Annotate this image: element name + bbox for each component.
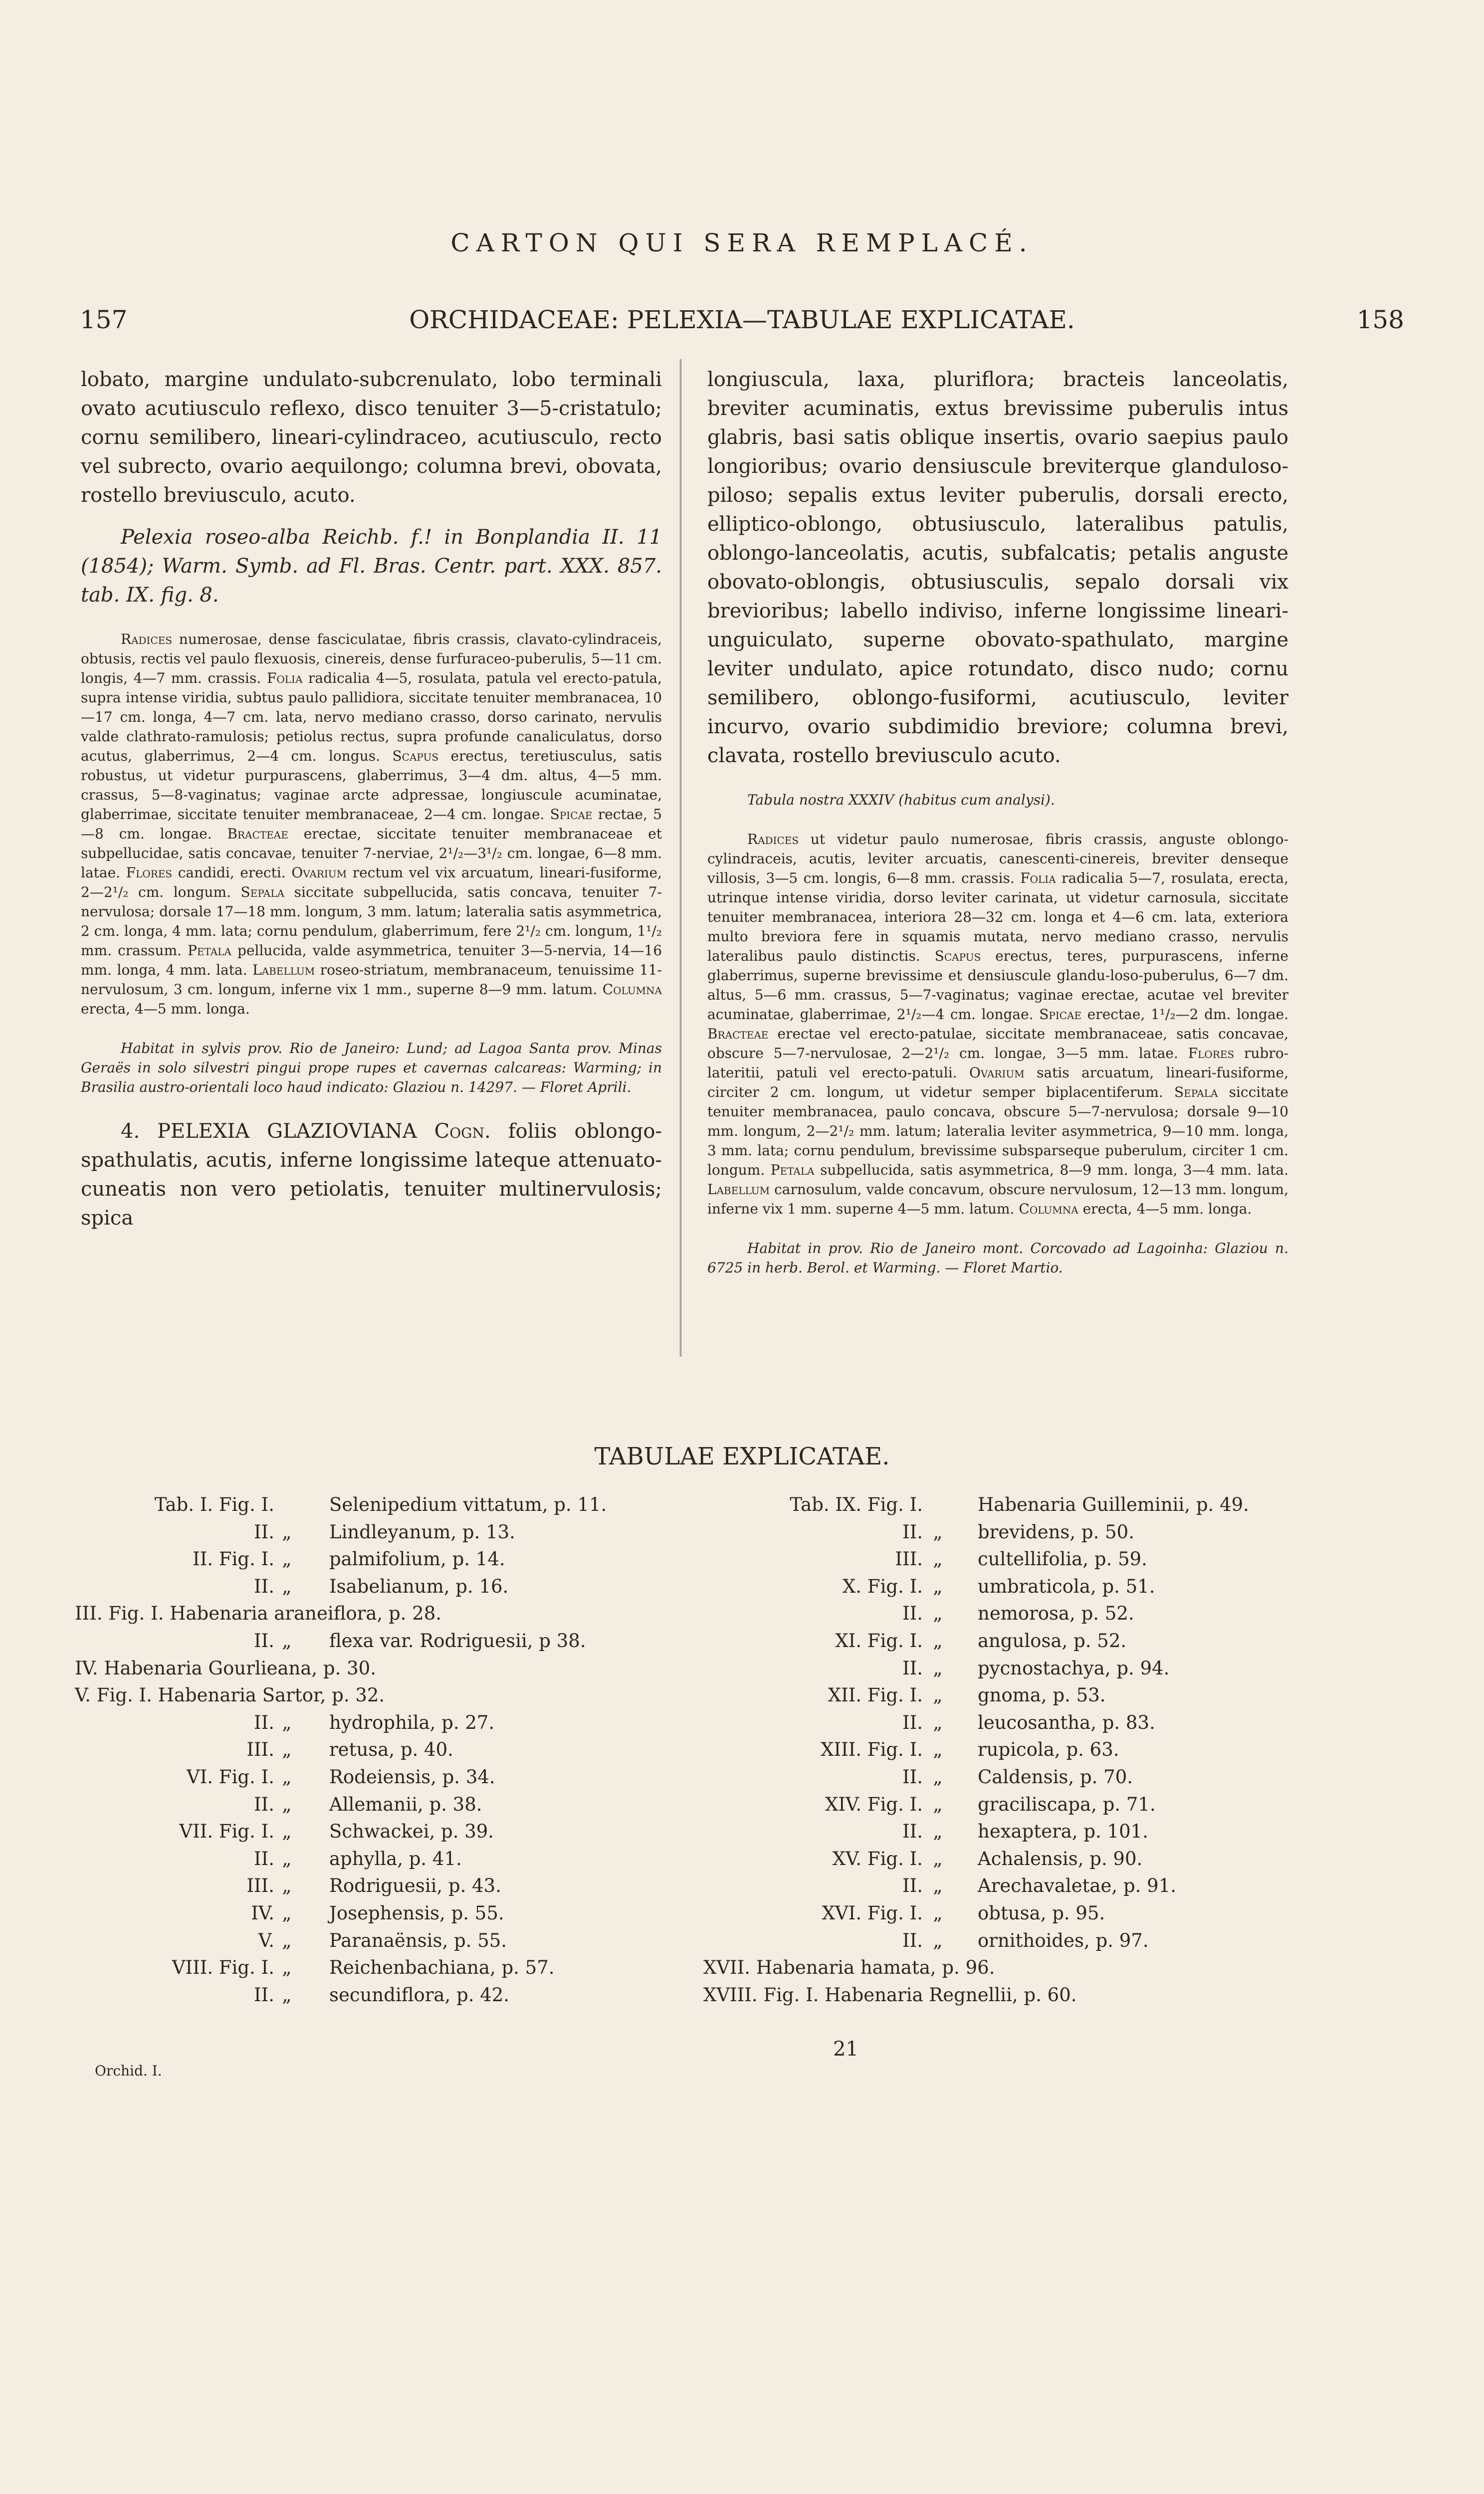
plate-entry	[703, 1736, 1352, 1764]
ditto-mark: „	[282, 1630, 292, 1652]
running-title: ORCHIDACEAE: PELEXIA—TABULAE EXPLICATAE.	[409, 305, 1075, 334]
ditto-mark: „	[282, 1793, 292, 1815]
ditto-mark: „	[933, 1739, 943, 1761]
ditto-mark: „	[933, 1793, 943, 1815]
ditto-mark: „	[933, 1848, 943, 1870]
right-page-number: 158	[1356, 305, 1404, 334]
plate-entry	[75, 1600, 683, 1628]
plate-entry	[703, 1900, 1352, 1927]
plate-entry-text: IV. Habenaria Gourlieana, p. 30.	[75, 1657, 376, 1679]
plate-entry	[75, 1491, 683, 1519]
plate-label: II.	[254, 1711, 274, 1733]
plate-species: Josephensis, p. 55.	[329, 1902, 504, 1924]
plate-label: II.	[254, 1984, 274, 2006]
page-notice: CARTON QUI SERA REMPLACÉ.	[450, 228, 1034, 257]
plate-entry	[75, 1655, 683, 1682]
plate-list-left	[75, 1491, 683, 2009]
plate-entry	[703, 1573, 1352, 1601]
footer-signature: Orchid. I.	[95, 2063, 162, 2079]
plate-label: II.	[254, 1630, 274, 1652]
plate-species: graciliscapa, p. 71.	[978, 1793, 1156, 1815]
species-heading: 4. PELEXIA GLAZIOVIANA Cogn. foliis oblongo-spathulatis, acutis, inferne longissime lateque attenuato-cuneatis non vero petiolatis, tenuiter multinervulosis; spica	[81, 1120, 662, 1230]
plate-label: II.	[902, 1711, 923, 1733]
plate-entry	[703, 1846, 1352, 1873]
plate-entry	[75, 1764, 683, 1791]
ditto-mark: „	[933, 1521, 943, 1543]
ditto-mark: „	[282, 1766, 292, 1788]
plate-entry	[75, 1736, 683, 1764]
plate-entry	[75, 1628, 683, 1655]
plate-species: flexa var. Rodriguesii, p 38.	[329, 1630, 586, 1652]
plate-label: XVI. Fig. I.	[822, 1902, 923, 1924]
plate-entry	[703, 1628, 1352, 1655]
plate-species: nemorosa, p. 52.	[978, 1603, 1134, 1625]
plate-entry	[75, 1546, 683, 1573]
plate-label: Tab. IX. Fig. I.	[790, 1494, 923, 1515]
right-column	[707, 365, 1288, 1277]
plate-entry	[75, 1954, 683, 1982]
ditto-mark: „	[933, 1657, 943, 1679]
plate-label: VII. Fig. I.	[179, 1821, 274, 1843]
plate-label: XIII. Fig. I.	[821, 1739, 923, 1761]
plate-entry	[703, 1872, 1352, 1900]
habitat: Habitat in sylvis prov. Rio de Janeiro: Lund; ad Lagoa Santa prov. Minas Geraës in solo silvestri pingui prope rupes et cavernas calcareas: Warming; in Brasilia austro-orientali loco haud indicato: Glaziou n. 14297. — Floret Aprili.	[81, 1040, 662, 1095]
plate-entry	[703, 1682, 1352, 1709]
plate-entry	[703, 1791, 1352, 1819]
ditto-mark: „	[282, 1739, 292, 1761]
plate-label: II.	[902, 1766, 923, 1788]
plate-species: leucosantha, p. 83.	[978, 1711, 1155, 1733]
diagnosis-continued: longiuscula, laxa, pluriflora; bracteis lanceolatis, breviter acuminatis, extus brevissime puberulis intus glabris, basi satis oblique insertis, ovario saepius paulo longioribus; ovario densiuscule breviterque glanduloso-piloso; sepalis extus leviter puberulis, dorsali erecto, elliptico-oblongo, obtusiusculo, lateralibus patulis, oblongo-lanceolatis, acutis, subfalcatis; petalis anguste obovato-oblongis, obtusiusculis, sepalo dorsali vix brevioribus; labello indiviso, inferne longissime lineari-unguiculato, superne obovato-spathulato, margine leviter undulato, apice rotundato, disco nudo; cornu semilibero, oblongo-fusiformi, acutiusculo, leviter incurvo, ovario subdimidio breviore; columna brevi, clavata, rostello breviusculo acuto.	[707, 368, 1288, 767]
habitat: Habitat in prov. Rio de Janeiro mont. Corcovado ad Lagoinha: Glaziou n. 6725 in herb. Berol. et Warming. — Floret Martio.	[707, 1240, 1288, 1276]
left-column	[81, 365, 662, 1233]
plate-label: III.	[895, 1548, 923, 1570]
plate-species: Rodeiensis, p. 34.	[329, 1766, 495, 1788]
plate-species: Achalensis, p. 90.	[978, 1848, 1143, 1870]
plate-entry-text: XVIII. Fig. I. Habenaria Regnellii, p. 60.	[703, 1984, 1077, 2006]
plate-entry	[703, 1927, 1352, 1955]
plate-entry-text: XVII. Habenaria hamata, p. 96.	[703, 1957, 995, 1979]
plate-label: II.	[254, 1793, 274, 1815]
plate-species: Habenaria Guilleminii, p. 49.	[978, 1494, 1249, 1515]
plate-label: VIII. Fig. I.	[172, 1957, 274, 1979]
plate-label: X. Fig. I.	[843, 1575, 923, 1597]
plate-label: II.	[902, 1821, 923, 1843]
plate-species: Lindleyanum, p. 13.	[329, 1521, 515, 1543]
plate-species: Caldensis, p. 70.	[978, 1766, 1133, 1788]
ditto-mark: „	[282, 1957, 292, 1979]
ditto-mark: „	[282, 1984, 292, 2006]
plate-label: II.	[254, 1521, 274, 1543]
plate-species: pycnostachya, p. 94.	[978, 1657, 1170, 1679]
ditto-mark: „	[282, 1711, 292, 1733]
plate-entry	[703, 1491, 1352, 1519]
description-end: lobato, margine undulato-subcrenulato, lobo terminali ovato acutiusculo reflexo, disco tenuiter 3—5-cristatulo; cornu semilibero, lineari-cylindraceo, acutiusculo, recto vel subrecto, ovario aequilongo; columna brevi, obovata, rostello breviusculo, acuto.	[81, 368, 662, 507]
plate-label: II.	[254, 1575, 274, 1597]
plate-label: XV. Fig. I.	[832, 1848, 923, 1870]
plate-species: cultellifolia, p. 59.	[978, 1548, 1147, 1570]
morphology-description: Radices ut videtur paulo numerosae, fibris crassis, anguste oblongo-cylindraceis, acutis, leviter arcuatis, canescenti-cinereis, breviter denseque villosis, 3—5 cm. longis, 6—8 mm. crassis. Folia radicalia 5—7, rosulata, erecta, utrinque intense viridia, dorso leviter carinata, ut videtur carnosula, siccitate tenuiter membranacea, interiora 28—32 cm. longa et 4—6 cm. lata, exteriora multo breviora fere in squamis mutata, nervo mediano crasso, nervulis lateralibus paulo distinctis. Scapus erectus, teres, purpurascens, inferne glaberrimus, superne brevissime et densiuscule glandu-loso-puberulus, 6—7 dm. altus, 5—6 mm. crassus, 5—7-vaginatus; vaginae erectae, acutae vel breviter acuminatae, glaberrimae, 2¹/₂—4 cm. longae. Spicae erectae, 1¹/₂—2 dm. longae. Bracteae erectae vel erecto-patulae, siccitate membranaceae, satis concavae, obscure 5—7-nervulosae, 2—2¹/₂ cm. longae, 3—5 mm. latae. Flores rubro-lateritii, patuli vel erecto-patuli. Ovarium satis arcuatum, lineari-fusiforme, circiter 2 cm. longum, ut videtur semper biplacentiferum. Sepala siccitate tenuiter membranacea, paulo concava, obscure 5—7-nervulosa; dorsale 9—10 mm. longum, 2—2¹/₂ mm. latum; lateralia leviter asymmetrica, 9—10 mm. longa, 3 mm. lata; cornu pendulum, brevissime subsparseque puberulum, circiter 1 cm. longum. Petala subpellucida, satis asymmetrica, 8—9 mm. longa, 3—4 mm. lata. Labellum carnosulum, valde concavum, obscure nervulosum, 12—13 mm. longum, inferne vix 1 mm. superne 4—5 mm. latum. Columna erecta, 4—5 mm. longa.	[707, 831, 1289, 1217]
plate-species: gnoma, p. 53.	[978, 1684, 1106, 1706]
ditto-mark: „	[282, 1848, 292, 1870]
plate-label: XI. Fig. I.	[835, 1630, 923, 1652]
plate-species: hexaptera, p. 101.	[978, 1821, 1148, 1843]
ditto-mark: „	[933, 1548, 943, 1570]
plate-species: ornithoides, p. 97.	[978, 1929, 1149, 1951]
citation: Pelexia roseo-alba Reichb. f.! in Bonplandia II. 11 (1854); Warm. Symb. ad Fl. Bras. Centr. part. XXX. 857. tab. IX. fig. 8.	[81, 526, 662, 607]
plate-species: aphylla, p. 41.	[329, 1848, 462, 1870]
plate-entry	[75, 1791, 683, 1819]
plate-species: angulosa, p. 52.	[978, 1630, 1127, 1652]
plate-species: brevidens, p. 50.	[978, 1521, 1134, 1543]
plate-entry	[75, 1872, 683, 1900]
plate-species: Arechavaletae, p. 91.	[978, 1875, 1177, 1897]
plate-label: XII. Fig. I.	[828, 1684, 923, 1706]
plate-entry	[75, 1519, 683, 1546]
ditto-mark: „	[933, 1575, 943, 1597]
plate-entry	[75, 1682, 683, 1709]
plate-entry	[75, 1927, 683, 1955]
ditto-mark: „	[933, 1684, 943, 1706]
plate-label: II.	[254, 1848, 274, 1870]
plate-label: III.	[246, 1875, 274, 1897]
ditto-mark: „	[933, 1902, 943, 1924]
plate-species: Reichenbachiana, p. 57.	[329, 1957, 555, 1979]
ditto-mark: „	[933, 1929, 943, 1951]
plate-species: Isabelianum, p. 16.	[329, 1575, 509, 1597]
plate-entry	[703, 1519, 1352, 1546]
plate-species: obtusa, p. 95.	[978, 1902, 1105, 1924]
plate-entry	[75, 1900, 683, 1927]
plate-entry	[703, 1818, 1352, 1846]
plate-label: V.	[258, 1929, 274, 1951]
ditto-mark: „	[282, 1929, 292, 1951]
plate-entry	[703, 1546, 1352, 1573]
ditto-mark: „	[933, 1875, 943, 1897]
plate-list-right	[703, 1491, 1352, 2009]
plate-label: II.	[902, 1875, 923, 1897]
plate-entry	[703, 1709, 1352, 1737]
plate-label: Tab. I. Fig. I.	[154, 1494, 274, 1515]
tabulae-heading: TABULAE EXPLICATAE.	[594, 1443, 890, 1470]
plate-label: II.	[902, 1521, 923, 1543]
plate-entry	[75, 1846, 683, 1873]
plate-entry	[75, 1818, 683, 1846]
tabula-reference: Tabula nostra XXXIV (habitus cum analysi).	[747, 792, 1055, 808]
plate-label: III.	[246, 1739, 274, 1761]
ditto-mark: „	[282, 1821, 292, 1843]
plate-entry-text: III. Fig. I. Habenaria araneiflora, p. 28.	[75, 1603, 441, 1625]
plate-label: II. Fig. I.	[193, 1548, 274, 1570]
ditto-mark: „	[933, 1711, 943, 1733]
plate-species: Allemanii, p. 38.	[329, 1793, 482, 1815]
plate-species: Rodriguesii, p. 43.	[329, 1875, 501, 1897]
plate-species: secundiflora, p. 42.	[329, 1984, 510, 2006]
plate-entry	[75, 1982, 683, 2009]
plate-species: rupicola, p. 63.	[978, 1739, 1119, 1761]
plate-label: II.	[902, 1657, 923, 1679]
plate-entry	[703, 1982, 1352, 2009]
plate-species: Paranaënsis, p. 55.	[329, 1929, 507, 1951]
ditto-mark: „	[282, 1902, 292, 1924]
plate-entry-text: V. Fig. I. Habenaria Sartor, p. 32.	[75, 1684, 385, 1706]
ditto-mark: „	[282, 1875, 292, 1897]
plate-entry	[703, 1600, 1352, 1628]
plate-species: retusa, p. 40.	[329, 1739, 453, 1761]
plate-entry	[703, 1954, 1352, 1982]
ditto-mark: „	[933, 1630, 943, 1652]
plate-species: hydrophila, p. 27.	[329, 1711, 495, 1733]
plate-entry	[703, 1655, 1352, 1682]
plate-species: Schwackei, p. 39.	[329, 1821, 494, 1843]
sheet-signature: 21	[833, 2038, 858, 2061]
left-page-number: 157	[80, 305, 128, 334]
column-divider	[680, 359, 683, 1357]
plate-label: IV.	[251, 1902, 274, 1924]
ditto-mark: „	[282, 1521, 292, 1543]
plate-entry	[75, 1709, 683, 1737]
ditto-mark: „	[282, 1575, 292, 1597]
plate-label: II.	[902, 1603, 923, 1625]
running-head	[80, 305, 1404, 340]
ditto-mark: „	[282, 1548, 292, 1570]
plate-entry	[75, 1573, 683, 1601]
ditto-mark: „	[933, 1821, 943, 1843]
plate-label: XIV. Fig. I.	[825, 1793, 923, 1815]
ditto-mark: „	[933, 1603, 943, 1625]
plate-label: VI. Fig. I.	[187, 1766, 274, 1788]
plate-species: umbraticola, p. 51.	[978, 1575, 1155, 1597]
ditto-mark: „	[933, 1766, 943, 1788]
plate-species: Selenipedium vittatum, p. 11.	[329, 1494, 607, 1515]
plate-entry	[703, 1764, 1352, 1791]
morphology-description: Radices numerosae, dense fasciculatae, fibris crassis, clavato-cylindraceis, obtusis, rectis vel paulo flexuosis, cinereis, dense furfuraceo-puberulis, 5—11 cm. longis, 4—7 mm. crassis. Folia radicalia 4—5, rosulata, patula vel erecto-patula, supra intense viridia, subtus paulo pallidiora, siccitate tenuiter membranacea, 10—17 cm. longa, 4—7 cm. lata, nervo mediano crasso, dorso carinato, nervulis valde clathrato-ramulosis; petiolus rectus, supra profunde canaliculatus, dorso acutus, glaberrimus, 2—4 cm. longus. Scapus erectus, teretiusculus, satis robustus, ut videtur purpurascens, glaberrimus, 3—4 dm. altus, 4—5 mm. crassus, 5—8-vaginatus; vaginae arcte adpressae, longiuscule acuminatae, glaberrimae, siccitate tenuiter membranaceae, 2—4 cm. longae. Spicae rectae, 5—8 cm. longae. Bracteae erectae, siccitate tenuiter membranaceae et subpellucidae, satis concavae, tenuiter 7-nerviae, 2¹/₂—3¹/₂ cm. longae, 6—8 mm. latae. Flores candidi, erecti. Ovarium rectum vel vix arcuatum, lineari-fusiforme, 2—2¹/₂ cm. longum. Sepala siccitate subpellucida, satis concava, tenuiter 7-nervulosa; dorsale 17—18 mm. longum, 3 mm. latum; lateralia satis asymmetrica, 2 cm. longa, 4 mm. lata; cornu pendulum, glaberrimum, fere 2¹/₂ cm. longum, 1¹/₂ mm. crassum. Petala pellucida, valde asymmetrica, tenuiter 3—5-nervia, 14—16 mm. longa, 4 mm. lata. Labellum roseo-striatum, membranaceum, tenuissime 11-nervulosum, 3 cm. longum, inferne vix 1 mm., superne 8—9 mm. latum. Columna erecta, 4—5 mm. longa.	[81, 631, 662, 1017]
plate-species: palmifolium, p. 14.	[329, 1548, 505, 1570]
plate-label: II.	[902, 1929, 923, 1951]
